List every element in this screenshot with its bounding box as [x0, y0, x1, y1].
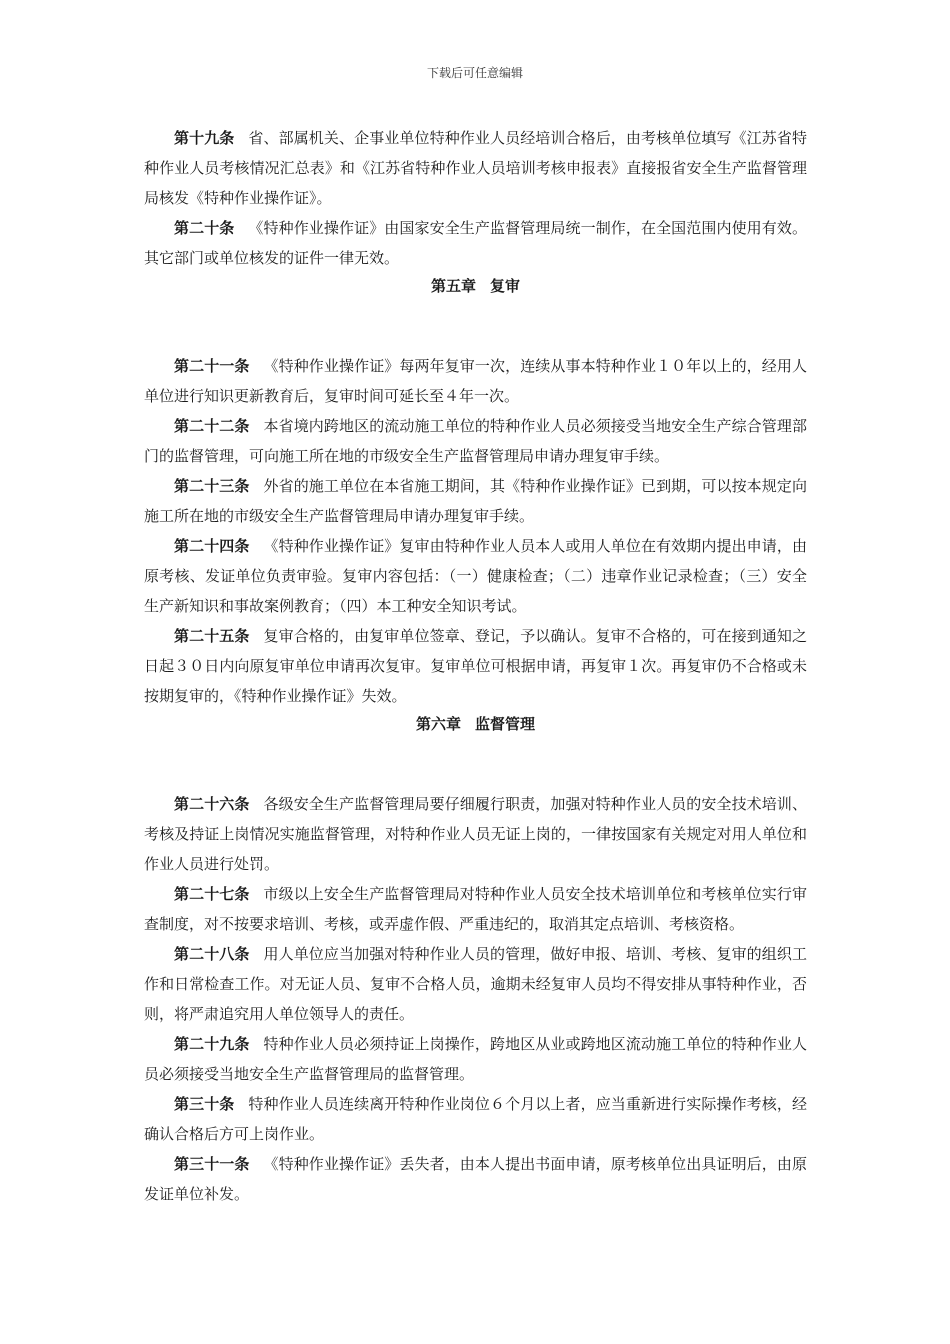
article-number: 第二十二条 [174, 417, 250, 435]
article-text: 《特种作业操作证》由国家安全生产监督管理局统一制作，在全国范围内使用有效。其它部门或单位核发的证件一律无效。 [144, 219, 807, 267]
article-number: 第二十一条 [174, 357, 250, 375]
article-number: 第二十九条 [174, 1035, 250, 1053]
article-text: 《特种作业操作证》丢失者，由本人提出书面申请，原考核单位出具证明后，由原发证单位补发。 [144, 1155, 807, 1203]
article-number: 第二十五条 [174, 627, 250, 645]
chapter-number: 第六章 [415, 715, 461, 733]
article-number: 第三十条 [174, 1095, 235, 1113]
articles-group-b [144, 351, 807, 711]
article-paragraph [144, 411, 807, 471]
article-paragraph [144, 471, 807, 531]
article-number: 第二十三条 [174, 477, 250, 495]
article-number: 第十九条 [174, 129, 235, 147]
article-paragraph [144, 531, 807, 621]
article-text: 《特种作业操作证》复审由特种作业人员本人或用人单位在有效期内提出申请，由原考核、发证单位负责审验。复审内容包括：（一）健康检查；（二）违章作业记录检查；（三）安全生产新知识和事故案例教育；（四）本工种安全知识考试。 [144, 537, 807, 615]
article-text: 用人单位应当加强对特种作业人员的管理，做好申报、培训、考核、复审的组织工作和日常检查工作。对无证人员、复审不合格人员，逾期未经复审人员均不得安排从事特种作业，否则，将严肃追究用人单位领导人的责任。 [144, 945, 807, 1023]
article-paragraph [144, 1029, 807, 1089]
article-paragraph [144, 789, 807, 879]
article-paragraph [144, 1089, 807, 1149]
article-text: 特种作业人员必须持证上岗操作，跨地区从业或跨地区流动施工单位的特种作业人员必须接受当地安全生产监督管理局的监督管理。 [144, 1035, 807, 1083]
article-text: 本省境内跨地区的流动施工单位的特种作业人员必须接受当地安全生产综合管理部门的监督管理，可向施工所在地的市级安全生产监督管理局申请办理复审手续。 [144, 417, 807, 465]
article-paragraph [144, 123, 807, 213]
article-text: 复审合格的，由复审单位签章、登记，予以确认。复审不合格的，可在接到通知之日起３０日内向原复审单位申请再次复审。复审单位可根据申请，再复审１次。再复审仍不合格或未按期复审的，《特种作业操作证》失效。 [144, 627, 807, 705]
article-text: 特种作业人员连续离开特种作业岗位６个月以上者，应当重新进行实际操作考核，经确认合格后方可上岗作业。 [144, 1095, 807, 1143]
chapter-title: 复审 [490, 277, 521, 295]
article-number: 第三十一条 [174, 1155, 250, 1173]
page-header: 下载后可任意编辑 [426, 66, 523, 80]
article-number: 第二十条 [174, 219, 235, 237]
chapter-heading [144, 711, 807, 737]
chapter-heading [144, 273, 807, 299]
article-text: 外省的施工单位在本省施工期间，其《特种作业操作证》已到期，可以按本规定向施工所在地的市级安全生产监督管理局申请办理复审手续。 [144, 477, 807, 525]
article-paragraph [144, 1149, 807, 1209]
article-text: 各级安全生产监督管理局要仔细履行职责，加强对特种作业人员的安全技术培训、考核及持证上岗情况实施监督管理，对特种作业人员无证上岗的，一律按国家有关规定对用人单位和作业人员进行处罚。 [144, 795, 807, 873]
article-text: 市级以上安全生产监督管理局对特种作业人员安全技术培训单位和考核单位实行审查制度，对不按要求培训、考核，或弄虚作假、严重违纪的，取消其定点培训、考核资格。 [144, 885, 807, 933]
document-body [144, 123, 807, 1209]
article-number: 第二十七条 [174, 885, 250, 903]
article-number: 第二十六条 [174, 795, 250, 813]
articles-group-a [144, 123, 807, 273]
articles-group-c [144, 789, 807, 1209]
chapter-title: 监督管理 [475, 715, 536, 733]
chapter-number: 第五章 [430, 277, 476, 295]
article-text: 《特种作业操作证》每两年复审一次，连续从事本特种作业１０年以上的，经用人单位进行知识更新教育后，复审时间可延长至４年一次。 [144, 357, 807, 405]
article-number: 第二十八条 [174, 945, 250, 963]
article-paragraph [144, 621, 807, 711]
article-paragraph [144, 939, 807, 1029]
article-paragraph [144, 351, 807, 411]
article-number: 第二十四条 [174, 537, 250, 555]
article-paragraph [144, 879, 807, 939]
article-text: 省、部属机关、企事业单位特种作业人员经培训合格后，由考核单位填写《江苏省特种作业人员考核情况汇总表》和《江苏省特种作业人员培训考核申报表》直接报省安全生产监督管理局核发《特种作业操作证》。 [144, 129, 807, 207]
article-paragraph [144, 213, 807, 273]
